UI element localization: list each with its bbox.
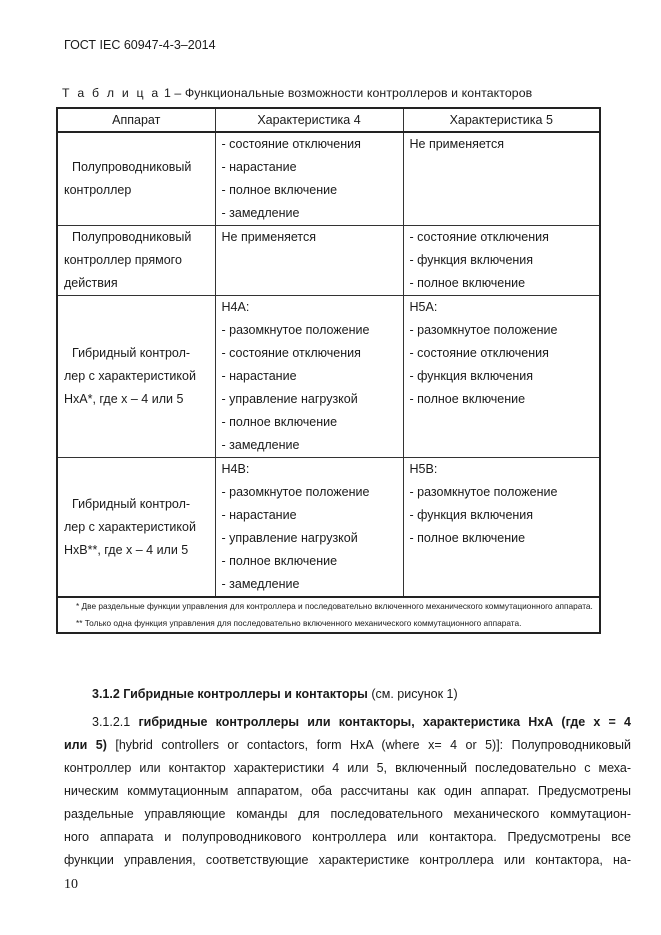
- cell-line: Гибридный контрол-: [72, 346, 191, 360]
- footnote: ** Только одна функция управления для последовательно включенного механического коммутационного аппарата.: [76, 618, 522, 628]
- cell-line: - разомкнутое положение: [409, 323, 558, 337]
- cell-line: Н5В:: [409, 462, 438, 476]
- cell-line: - замедление: [221, 206, 300, 220]
- cell-line: Н5А:: [409, 300, 438, 314]
- table-row: [57, 132, 600, 226]
- document-code: ГОСТ IEC 60947-4-3–2014: [64, 38, 216, 52]
- paragraph-line: [64, 803, 631, 826]
- cell-char4: [215, 458, 403, 598]
- cell-line: - полное включение: [409, 531, 526, 545]
- cell-device: [57, 226, 215, 296]
- cell-char4: [215, 226, 403, 296]
- section-number-title: [92, 687, 368, 701]
- cell-line: - функция включения: [409, 253, 534, 267]
- cell-line: Не применяется: [221, 230, 317, 244]
- cell-device: [57, 296, 215, 458]
- section-ref: (см. рисунок 1): [367, 687, 458, 701]
- header-char5: Характеристика 5: [403, 108, 600, 132]
- cell-char5: [403, 458, 600, 598]
- paragraph-line: [64, 757, 631, 780]
- text-run: ническим коммутационным аппаратом, оба рассчитаны как один аппарат. Предусмотрены: [64, 784, 631, 798]
- cell-line: - функция включения: [409, 508, 534, 522]
- cell-line: - состояние отключения: [409, 346, 549, 360]
- table-row: [57, 458, 600, 598]
- term-bold: или 5): [64, 738, 107, 752]
- cell-line: - состояние отключения: [221, 346, 361, 360]
- footnotes: [57, 597, 600, 633]
- cell-line: - нарастание: [221, 369, 297, 383]
- text-run: [hybrid controllers or contactors, form HxA (where x= 4 or 5)]: Полупроводниковый: [106, 738, 631, 752]
- table-caption-label: Т а б л и ц а: [62, 86, 161, 100]
- cell-line: Гибридный контрол-: [72, 496, 191, 511]
- cell-char5: [403, 226, 600, 296]
- cell-line: - нарастание: [221, 508, 297, 522]
- table-caption: [62, 86, 532, 100]
- cell-line: - замедление: [221, 577, 300, 591]
- text-run: 3.1.2.1: [92, 715, 139, 729]
- table-header-row: [57, 108, 600, 132]
- definition-paragraph: [64, 711, 631, 872]
- cell-device: [57, 132, 215, 226]
- cell-line: - полное включение: [221, 554, 338, 568]
- table-row: [57, 296, 600, 458]
- cell-line: лер с характеристикой: [64, 519, 196, 534]
- footnote: * Две раздельные функции управления для контроллера и последовательно включенного механического коммутационного аппарата.: [76, 601, 593, 611]
- cell-line: - полное включение: [221, 415, 338, 429]
- cell-line: действия: [64, 276, 118, 290]
- text-run: функции управления, соответствующие характеристике контроллера или контактора, на-: [64, 853, 631, 867]
- cell-char4: [215, 132, 403, 226]
- section-heading: [92, 687, 458, 701]
- cell-line: - разомкнутое положение: [221, 485, 370, 499]
- cell-char5: [403, 132, 600, 226]
- paragraph-line: [64, 849, 631, 872]
- cell-line: НхА*, где х – 4 или 5: [64, 392, 184, 406]
- section-number: 3.1.2: [92, 687, 120, 701]
- functions-table: [56, 107, 601, 634]
- cell-line: - управление нагрузкой: [221, 392, 358, 406]
- cell-line: контроллер прямого: [64, 253, 182, 267]
- cell-line: - управление нагрузкой: [221, 531, 358, 545]
- header-char4: Характеристика 4: [215, 108, 403, 132]
- cell-device: [57, 458, 215, 598]
- paragraph-line: [64, 711, 631, 734]
- cell-line: - полное включение: [221, 183, 338, 197]
- cell-line: - разомкнутое положение: [409, 485, 558, 499]
- page-number: 10: [64, 877, 78, 892]
- cell-line: Не применяется: [409, 137, 505, 151]
- cell-char4: [215, 296, 403, 458]
- paragraph-line: [64, 826, 631, 849]
- term-bold: гибридные контроллеры или контакторы, характеристика НхА (где х = 4: [138, 715, 632, 729]
- cell-line: - состояние отключения: [221, 137, 361, 151]
- cell-line: Полупроводниковый: [72, 160, 192, 174]
- cell-line: Полупроводниковый: [72, 230, 192, 244]
- cell-line: лер с характеристикой: [64, 369, 196, 383]
- paragraph-line: [64, 734, 631, 757]
- paragraph-line: [64, 780, 631, 803]
- table-row: [57, 226, 600, 296]
- cell-line: - функция включения: [409, 369, 534, 383]
- text-run: раздельные управляющие команды для последовательного механического коммутацион-: [64, 807, 631, 821]
- cell-line: - состояние отключения: [409, 230, 549, 244]
- cell-line: НхВ**, где х – 4 или 5: [64, 542, 189, 557]
- table-caption-title: 1 – Функциональные возможности контроллеров и контакторов: [160, 86, 533, 100]
- cell-char5: [403, 296, 600, 458]
- cell-line: - разомкнутое положение: [221, 323, 370, 337]
- cell-line: - замедление: [221, 438, 300, 452]
- cell-line: - полное включение: [409, 392, 526, 406]
- cell-line: - полное включение: [409, 276, 526, 290]
- footnote-row: [57, 597, 600, 633]
- text-run: ного аппарата и полупроводникового контроллера или контактора. Предусмотрены все: [64, 830, 631, 844]
- cell-line: - нарастание: [221, 160, 297, 174]
- cell-line: Н4А:: [221, 300, 250, 314]
- text-run: контроллер или контактор характеристики 4 или 5, включенный последовательно с меха-: [64, 761, 631, 775]
- cell-line: контроллер: [64, 183, 132, 197]
- cell-line: Н4В:: [221, 462, 250, 476]
- header-device: Аппарат: [57, 108, 215, 132]
- section-title: Гибридные контроллеры и контакторы: [123, 687, 368, 701]
